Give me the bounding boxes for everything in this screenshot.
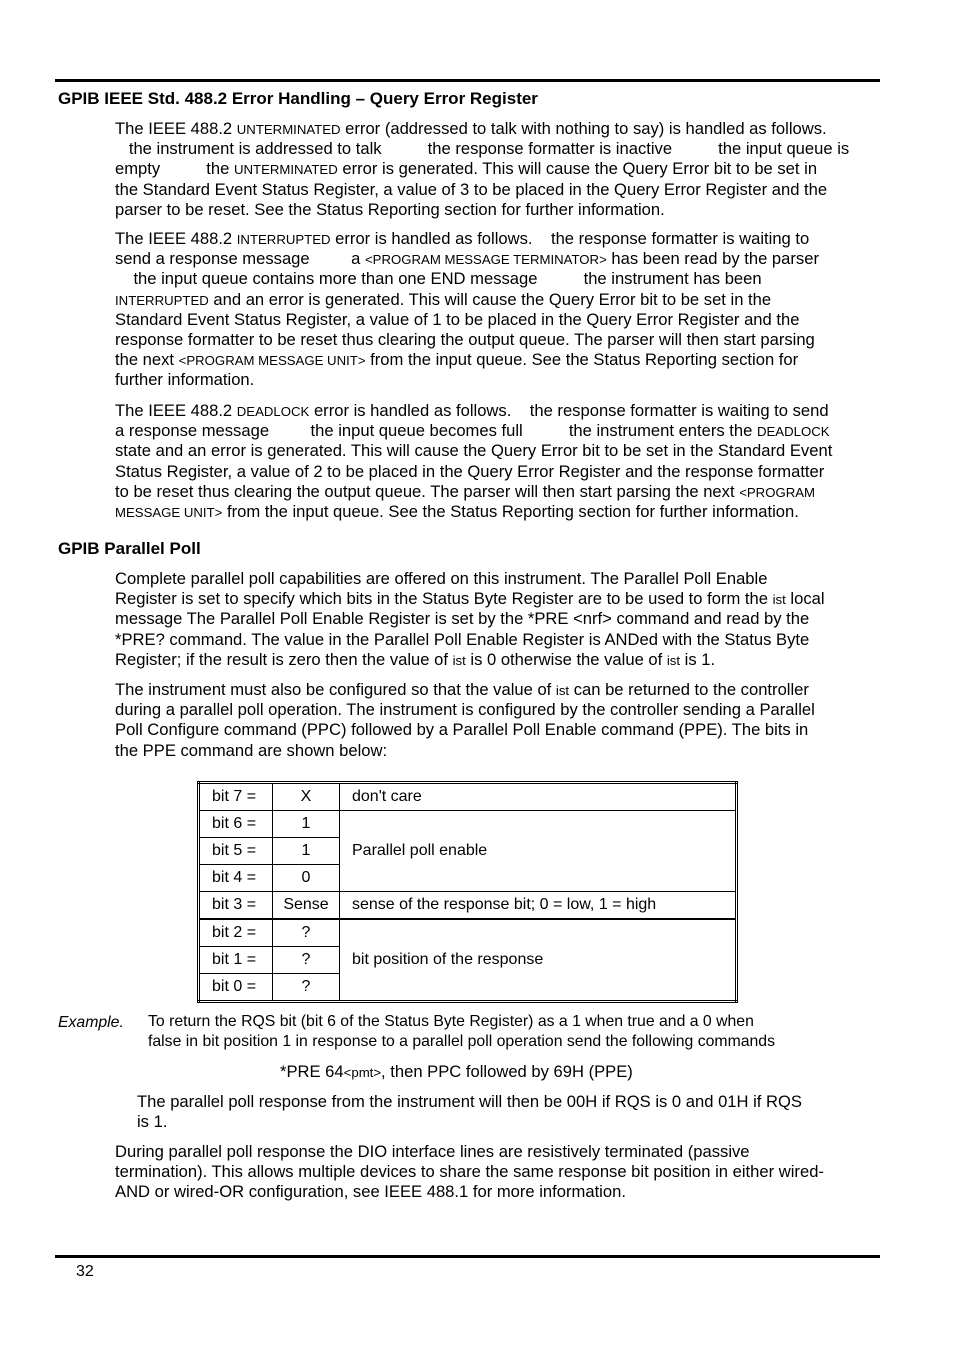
text-line bbox=[137, 1112, 802, 1132]
text-run: parser to be reset. See the Status Reporting section for further information. bbox=[115, 199, 665, 219]
text-run: error is handled as follows. the response formatter is waiting to bbox=[330, 229, 810, 248]
bit-value: 1 bbox=[273, 838, 340, 865]
paragraph-response bbox=[137, 1092, 802, 1132]
text-line bbox=[115, 1162, 824, 1182]
text-run: local bbox=[785, 589, 825, 609]
small-caps-term: UNTERMINATED bbox=[236, 122, 341, 137]
text-line bbox=[115, 630, 825, 650]
text-run: can be returned to the controller bbox=[569, 680, 809, 699]
text-line bbox=[115, 310, 819, 330]
text-line bbox=[115, 720, 815, 740]
small-caps-term: <pmt> bbox=[343, 1065, 382, 1080]
bit-label: bit 7 = bbox=[199, 783, 273, 811]
text-run: *PRE? command. The value in the Parallel Poll Enable Register is ANDed with the Status Byte bbox=[115, 629, 810, 649]
bit-value: Sense bbox=[273, 892, 340, 920]
text-run: further information. bbox=[115, 370, 255, 390]
text-run: the instrument is addressed to talk the response formatter is inactive the input queue is bbox=[115, 139, 850, 159]
bit-label: bit 3 = bbox=[199, 892, 273, 920]
text-run: The IEEE 488.2 bbox=[115, 119, 237, 138]
paragraph-example bbox=[148, 1012, 775, 1052]
text-run: Complete parallel poll capabilities are offered on this instrument. The Parallel Poll Enable bbox=[115, 569, 768, 588]
text-line bbox=[115, 462, 832, 482]
text-line bbox=[148, 1032, 775, 1052]
text-run: AND or wired-OR configuration, see IEEE 488.1 for more information. bbox=[115, 1182, 626, 1202]
bit-label: bit 5 = bbox=[199, 838, 273, 865]
text-run: to be reset thus clearing the output queue. The parser will then start parsing the next bbox=[115, 481, 740, 501]
bit-description: bit position of the response bbox=[340, 919, 737, 1002]
text-run: message The Parallel Poll Enable Register is set by the *PRE <nrf> command and read by the bbox=[115, 609, 810, 629]
command-example bbox=[280, 1062, 633, 1082]
bit-label: bit 2 = bbox=[199, 919, 273, 947]
bit-label: bit 0 = bbox=[199, 974, 273, 1002]
text-run: *PRE 64 bbox=[280, 1062, 344, 1081]
small-caps-term: INTERRUPTED bbox=[115, 292, 209, 308]
bit-value: X bbox=[273, 783, 340, 811]
bit-value: ? bbox=[273, 919, 340, 947]
text-line bbox=[115, 1182, 824, 1202]
table-row bbox=[199, 811, 737, 838]
text-line bbox=[115, 1142, 824, 1162]
text-line bbox=[115, 269, 819, 289]
small-caps-term: <PROGRAM MESSAGE UNIT> bbox=[178, 353, 366, 369]
text-line bbox=[115, 401, 832, 421]
text-run: empty the bbox=[115, 159, 234, 179]
paragraph-configure bbox=[115, 680, 815, 761]
small-caps-term: MESSAGE UNIT> bbox=[115, 504, 223, 520]
text-line bbox=[115, 249, 819, 269]
small-caps-term: <PROGRAM bbox=[739, 484, 816, 500]
text-run: The IEEE 488.2 bbox=[115, 401, 237, 420]
small-caps-term: INTERRUPTED bbox=[236, 232, 331, 247]
text-run: state and an error is generated. This will cause the Query Error bit to be set in the Standard Event bbox=[115, 441, 833, 461]
bit-label: bit 1 = bbox=[199, 947, 273, 974]
text-line bbox=[115, 139, 849, 159]
bit-value: 0 bbox=[273, 865, 340, 892]
top-rule bbox=[55, 79, 880, 82]
text-run: the Standard Event Status Register, a value of 3 to be placed in the Query Error Register and the bbox=[115, 179, 828, 199]
text-run: a response message the input queue becomes full the instrument enters the bbox=[115, 421, 757, 441]
text-run: During parallel poll response the DIO interface lines are resistively terminated (passive bbox=[115, 1142, 750, 1161]
table-row bbox=[199, 892, 737, 920]
small-caps-term: DEADLOCK bbox=[756, 424, 830, 440]
text-run: response formatter to be reset thus clearing the output queue. The parser will then start parsing bbox=[115, 329, 815, 349]
bit-description: sense of the response bit; 0 = low, 1 = high bbox=[340, 892, 737, 920]
text-run: The parallel poll response from the instrument will then be 00H if RQS is 0 and 01H if RQS bbox=[137, 1092, 802, 1111]
bit-label: bit 6 = bbox=[199, 811, 273, 838]
text-run: Status Register, a value of 2 to be placed in the Query Error Register and the response formatter bbox=[115, 461, 825, 481]
bit-label: bit 4 = bbox=[199, 865, 273, 892]
text-run: error is generated. This will cause the Query Error bit to be set in bbox=[337, 159, 818, 179]
text-run: from the input queue. See the Status Reporting section for further information. bbox=[222, 501, 799, 521]
paragraph-unterminated bbox=[115, 119, 849, 220]
text-run: The IEEE 488.2 bbox=[115, 229, 237, 248]
paragraph-deadlock bbox=[115, 401, 832, 522]
table-row bbox=[199, 919, 737, 947]
text-run: has been read by the parser bbox=[606, 249, 819, 269]
text-line bbox=[137, 1092, 802, 1112]
text-run: Poll Configure command (PPC) followed by a Parallel Poll Enable command (PPE). The bits in bbox=[115, 720, 809, 740]
small-caps-term: ist bbox=[666, 652, 681, 668]
table-row bbox=[199, 783, 737, 811]
text-line bbox=[115, 502, 832, 522]
small-caps-term: ist bbox=[452, 652, 466, 668]
text-line bbox=[115, 700, 815, 720]
text-run: error is handled as follows. the response formatter is waiting to send bbox=[309, 401, 829, 420]
paragraph-interrupted bbox=[115, 229, 819, 391]
text-run: error (addressed to talk with nothing to say) is handled as follows. bbox=[340, 119, 827, 138]
text-run: is 1. bbox=[680, 649, 716, 669]
text-run: To return the RQS bit (bit 6 of the Status Byte Register) as a 1 when true and a 0 when bbox=[148, 1013, 754, 1030]
text-run: is 0 otherwise the value of bbox=[465, 649, 667, 669]
text-run: from the input queue. See the Status Reporting section for bbox=[365, 350, 799, 370]
text-run: and an error is generated. This will cause the Query Error bit to be set in the bbox=[208, 289, 772, 309]
text-line bbox=[115, 741, 815, 761]
text-run: The instrument must also be configured so that the value of bbox=[115, 680, 556, 699]
section-heading-query-error: GPIB IEEE Std. 488.2 Error Handling – Query Error Register bbox=[58, 89, 538, 108]
text-line bbox=[115, 200, 849, 220]
text-line bbox=[115, 229, 819, 249]
text-line bbox=[115, 441, 832, 461]
text-run: is 1. bbox=[137, 1112, 168, 1132]
text-run: during a parallel poll operation. The instrument is configured by the controller sending a Parallel bbox=[115, 700, 815, 720]
bit-value: 1 bbox=[273, 811, 340, 838]
example-label: Example. bbox=[58, 1014, 124, 1031]
text-line bbox=[115, 680, 815, 700]
text-run: false in bit position 1 in response to a parallel poll operation send the following commands bbox=[148, 1033, 775, 1051]
text-run: termination). This allows multiple devices to share the same response bit position in either wired- bbox=[115, 1162, 824, 1182]
small-caps-term: <PROGRAM MESSAGE TERMINATOR> bbox=[364, 252, 607, 268]
text-line bbox=[115, 482, 832, 502]
small-caps-term: ist bbox=[772, 592, 786, 608]
bit-value: ? bbox=[273, 947, 340, 974]
paragraph-capabilities bbox=[115, 569, 825, 670]
bottom-rule bbox=[55, 1255, 880, 1258]
text-run: Register is set to specify which bits in the Status Byte Register are to be used to form the bbox=[115, 589, 773, 609]
text-run: Register; if the result is zero then the value of bbox=[115, 649, 453, 669]
bit-value: ? bbox=[273, 974, 340, 1002]
small-caps-term: DEADLOCK bbox=[236, 404, 310, 419]
text-line bbox=[115, 589, 825, 609]
text-run: Standard Event Status Register, a value of 1 to be placed in the Query Error Register and the bbox=[115, 309, 800, 329]
text-line bbox=[115, 370, 819, 390]
paragraph-dio bbox=[115, 1142, 824, 1203]
text-run: the input queue contains more than one END message the instrument has been bbox=[115, 269, 762, 289]
text-line bbox=[115, 330, 819, 350]
text-line bbox=[115, 119, 849, 139]
text-line bbox=[115, 421, 832, 441]
small-caps-term: ist bbox=[555, 683, 570, 698]
text-line bbox=[115, 159, 849, 179]
bit-description: Parallel poll enable bbox=[340, 811, 737, 892]
text-line bbox=[115, 180, 849, 200]
text-run: send a response message a bbox=[115, 249, 365, 269]
text-line bbox=[115, 290, 819, 310]
text-line bbox=[115, 650, 825, 670]
small-caps-term: UNTERMINATED bbox=[233, 162, 338, 178]
page-number: 32 bbox=[76, 1263, 94, 1280]
text-line bbox=[148, 1012, 775, 1032]
text-line bbox=[115, 350, 819, 370]
bit-description: don't care bbox=[340, 783, 737, 811]
section-heading-parallel-poll: GPIB Parallel Poll bbox=[58, 539, 201, 558]
text-run: , then PPC followed by 69H (PPE) bbox=[381, 1062, 633, 1081]
text-run: the next bbox=[115, 350, 179, 370]
text-line bbox=[115, 609, 825, 629]
ppe-bits-table bbox=[197, 781, 738, 1003]
text-line bbox=[115, 569, 825, 589]
text-run: the PPE command are shown below: bbox=[115, 740, 388, 760]
text-line bbox=[280, 1062, 633, 1082]
